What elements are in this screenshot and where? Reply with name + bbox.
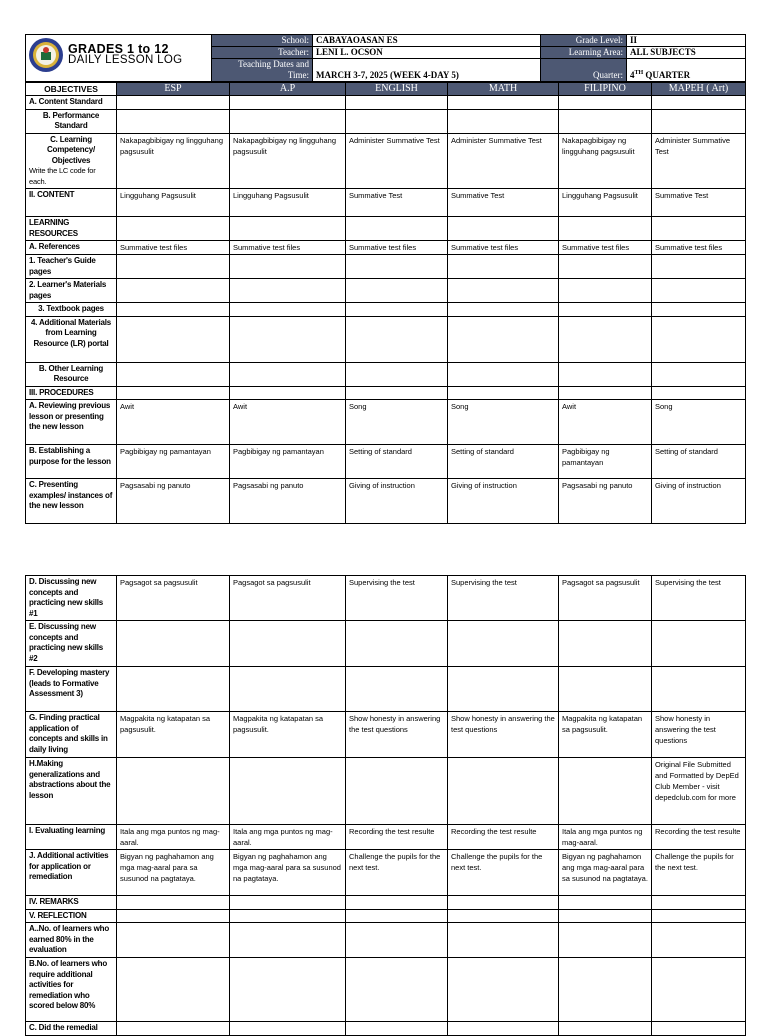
page-2 <box>25 575 745 1036</box>
table-cell <box>346 923 448 958</box>
table-cell: Pagsasabi ng panuto <box>559 479 652 524</box>
table-cell: Challenge the pupils for the next test. <box>652 850 746 896</box>
table-cell: Supervising the test <box>448 576 559 621</box>
table-cell <box>652 279 746 303</box>
page-1-rows <box>26 96 746 524</box>
table-cell: Lingguhang Pagsusulit <box>230 189 346 217</box>
table-cell <box>652 386 746 400</box>
row-label: V. REFLECTION <box>26 909 117 923</box>
table-cell <box>448 923 559 958</box>
table-cell: Recording the test resulte <box>346 825 448 850</box>
table-cell <box>559 758 652 825</box>
table-cell <box>230 923 346 958</box>
row-label: C. Did the remedial <box>26 1022 117 1036</box>
table-cell <box>559 896 652 910</box>
deped-seal-icon <box>28 37 64 73</box>
table-cell: Setting of standard <box>346 445 448 479</box>
row-label: 3. Textbook pages <box>26 303 117 317</box>
row-label: B. Establishing a purpose for the lesson <box>26 445 117 479</box>
table-cell <box>230 316 346 362</box>
form-subtitle: DAILY LESSON LOG <box>68 54 183 66</box>
table-cell: Administer Summative Test <box>448 133 559 189</box>
table-cell <box>448 667 559 712</box>
table-row <box>26 96 746 110</box>
table-cell <box>448 896 559 910</box>
table-cell: Nakapagbibigay ng lingguhang pagsusulit <box>117 133 230 189</box>
table-cell: Song <box>448 400 559 445</box>
table-cell <box>559 217 652 241</box>
table-cell <box>230 896 346 910</box>
table-cell <box>117 386 230 400</box>
table-cell <box>346 109 448 133</box>
row-label: 4. Additional Materials from Learning Resource (LR) portal <box>26 316 117 362</box>
table-cell <box>117 958 230 1022</box>
table-cell <box>117 667 230 712</box>
table-row <box>26 958 746 1022</box>
table-row <box>26 850 746 896</box>
table-cell: Pagbibigay ng pamantayan <box>117 445 230 479</box>
table-cell <box>346 958 448 1022</box>
row-label: II. CONTENT <box>26 189 117 217</box>
table-cell <box>230 758 346 825</box>
table-cell: Summative Test <box>346 189 448 217</box>
table-cell <box>230 279 346 303</box>
table-cell: Supervising the test <box>346 576 448 621</box>
table-row <box>26 400 746 445</box>
table-cell: Itala ang mga puntos ng mag-aaral. <box>559 825 652 850</box>
page-1 <box>25 34 745 524</box>
table-cell <box>559 255 652 279</box>
table-cell: Summative Test <box>448 189 559 217</box>
table-cell: Summative test files <box>559 241 652 255</box>
table-cell: Summative test files <box>117 241 230 255</box>
row-label: I. Evaluating learning <box>26 825 117 850</box>
row-label: A. Reviewing previous lesson or presenting the new lesson <box>26 400 117 445</box>
learning-area-value: ALL SUBJECTS <box>627 47 746 59</box>
table-cell: Recording the test resulte <box>652 825 746 850</box>
quarter-label: Quarter: <box>541 59 627 82</box>
table-cell: Pagsagot sa pagsusulit <box>230 576 346 621</box>
row-label: III. PROCEDURES <box>26 386 117 400</box>
table-cell: Summative test files <box>448 241 559 255</box>
table-cell <box>559 958 652 1022</box>
lesson-table-page-2 <box>25 575 746 1036</box>
table-cell <box>448 255 559 279</box>
table-cell <box>652 96 746 110</box>
table-cell <box>559 909 652 923</box>
table-cell: Magpakita ng katapatan sa pagsusulit. <box>117 712 230 758</box>
table-cell <box>117 109 230 133</box>
column-header-english: ENGLISH <box>346 83 448 96</box>
row-label: F. Developing mastery (leads to Formative Assessment 3) <box>26 667 117 712</box>
school-value: CABAYAOASAN ES <box>313 35 541 47</box>
table-cell: Pagbibigay ng pamantayan <box>230 445 346 479</box>
table-cell: Supervising the test <box>652 576 746 621</box>
table-cell: Original File Submitted and Formatted by DepEd Club Member - visit depedclub.com for more <box>652 758 746 825</box>
table-cell <box>230 109 346 133</box>
row-label: A. References <box>26 241 117 255</box>
table-cell: Pagsasabi ng panuto <box>117 479 230 524</box>
table-cell <box>652 958 746 1022</box>
table-cell <box>117 96 230 110</box>
learning-area-label: Learning Area: <box>541 47 627 59</box>
table-row <box>26 255 746 279</box>
table-cell: Summative test files <box>230 241 346 255</box>
table-cell <box>346 362 448 386</box>
table-cell: Awit <box>230 400 346 445</box>
table-row <box>26 825 746 850</box>
table-cell <box>230 386 346 400</box>
table-cell: Itala ang mga puntos ng mag-aaral. <box>117 825 230 850</box>
table-row <box>26 241 746 255</box>
table-cell: Song <box>346 400 448 445</box>
row-label: E. Discussing new concepts and practicing new skills #2 <box>26 621 117 667</box>
table-cell: Summative test files <box>346 241 448 255</box>
table-cell <box>117 923 230 958</box>
row-label: A. Content Standard <box>26 96 117 110</box>
row-label: LEARNING RESOURCES <box>26 217 117 241</box>
table-cell: Setting of standard <box>652 445 746 479</box>
table-row <box>26 896 746 910</box>
table-cell: Administer Summative Test <box>346 133 448 189</box>
table-cell <box>117 316 230 362</box>
table-cell <box>652 316 746 362</box>
table-cell: Administer Summative Test <box>652 133 746 189</box>
row-label: C. Learning Competency/ Objectives Write the LC code for each. <box>26 133 117 189</box>
table-row <box>26 189 746 217</box>
column-header-math: MATH <box>448 83 559 96</box>
table-cell <box>117 362 230 386</box>
table-cell <box>230 96 346 110</box>
table-cell <box>448 279 559 303</box>
table-row <box>26 479 746 524</box>
table-cell <box>346 386 448 400</box>
table-cell <box>230 303 346 317</box>
table-cell: Show honesty in answering the test questions <box>448 712 559 758</box>
grade-value: II <box>627 35 746 47</box>
row-label: B. Other Learning Resource <box>26 362 117 386</box>
row-label: B. Performance Standard <box>26 109 117 133</box>
table-cell <box>230 958 346 1022</box>
row-label: IV. REMARKS <box>26 896 117 910</box>
column-header-filipino: FILIPINO <box>559 83 652 96</box>
table-cell: Pagsagot sa pagsusulit <box>559 576 652 621</box>
table-cell <box>230 667 346 712</box>
table-cell: Pagsagot sa pagsusulit <box>117 576 230 621</box>
table-row <box>26 758 746 825</box>
table-cell <box>230 909 346 923</box>
table-row <box>26 303 746 317</box>
objectives-header: OBJECTIVES <box>26 83 117 96</box>
table-cell <box>559 96 652 110</box>
table-cell <box>230 217 346 241</box>
table-cell <box>559 386 652 400</box>
table-cell <box>346 96 448 110</box>
table-row <box>26 217 746 241</box>
row-label: B.No. of learners who require additional activities for remediation who scored below 80% <box>26 958 117 1022</box>
form-title: GRADES 1 to 12 <box>68 42 169 56</box>
table-cell: Bigyan ng paghahamon ang mga mag-aaral para sa susunod na pagtataya. <box>117 850 230 896</box>
table-cell <box>559 303 652 317</box>
table-cell <box>559 923 652 958</box>
table-row <box>26 621 746 667</box>
table-cell: Giving of instruction <box>346 479 448 524</box>
table-cell <box>346 909 448 923</box>
table-cell <box>230 362 346 386</box>
table-cell: Giving of instruction <box>448 479 559 524</box>
table-cell <box>117 303 230 317</box>
table-cell <box>346 316 448 362</box>
table-cell <box>652 667 746 712</box>
row-label: D. Discussing new concepts and practicing new skills #1 <box>26 576 117 621</box>
table-cell <box>448 621 559 667</box>
table-cell <box>117 279 230 303</box>
table-cell <box>448 362 559 386</box>
school-label: School: <box>212 35 313 47</box>
table-row <box>26 386 746 400</box>
table-cell: Lingguhang Pagsusulit <box>117 189 230 217</box>
quarter-value: 4TH QUARTER <box>627 59 746 82</box>
table-row <box>26 279 746 303</box>
table-cell: Pagbibigay ng pamantayan <box>559 445 652 479</box>
table-cell: Bigyan ng paghahamon ang mga mag-aaral para sa susunod na pagtataya. <box>559 850 652 896</box>
table-cell: Awit <box>559 400 652 445</box>
table-cell: Bigyan ng paghahamon ang mga mag-aaral para sa susunod na pagtataya. <box>230 850 346 896</box>
table-cell <box>448 316 559 362</box>
table-cell <box>346 896 448 910</box>
row-label: H.Making generalizations and abstractions about the lesson <box>26 758 117 825</box>
table-cell <box>652 303 746 317</box>
table-cell <box>346 255 448 279</box>
row-label: G. Finding practical application of concepts and skills in daily living <box>26 712 117 758</box>
column-header-mapeh: MAPEH ( Art) <box>652 83 746 96</box>
row-label: 2. Learner's Materials pages <box>26 279 117 303</box>
table-cell <box>559 621 652 667</box>
table-cell <box>448 217 559 241</box>
table-row <box>26 667 746 712</box>
table-row <box>26 133 746 189</box>
dates-label: Teaching Dates and Time: <box>212 59 313 82</box>
table-cell <box>652 923 746 958</box>
column-header-ap: A.P <box>230 83 346 96</box>
table-cell <box>559 109 652 133</box>
row-label: J. Additional activities for application or remediation <box>26 850 117 896</box>
table-cell: Summative Test <box>652 189 746 217</box>
table-cell <box>652 896 746 910</box>
table-row <box>26 109 746 133</box>
table-row <box>26 445 746 479</box>
teacher-label: Teacher: <box>212 47 313 59</box>
table-cell: Giving of instruction <box>652 479 746 524</box>
table-row <box>26 923 746 958</box>
table-cell <box>117 896 230 910</box>
table-cell: Awit <box>117 400 230 445</box>
table-cell <box>652 621 746 667</box>
row-label: 1. Teacher's Guide pages <box>26 255 117 279</box>
column-header-esp: ESP <box>117 83 230 96</box>
table-cell: Challenge the pupils for the next test. <box>448 850 559 896</box>
row-label: C. Presenting examples/ instances of the new lesson <box>26 479 117 524</box>
table-cell <box>346 758 448 825</box>
lesson-log-header <box>25 34 746 82</box>
table-cell <box>448 96 559 110</box>
table-cell <box>346 667 448 712</box>
table-cell <box>448 109 559 133</box>
table-row <box>26 362 746 386</box>
table-cell <box>117 621 230 667</box>
lesson-table-page-1 <box>25 82 746 524</box>
table-cell <box>559 279 652 303</box>
table-cell <box>346 621 448 667</box>
table-cell <box>117 758 230 825</box>
table-cell <box>559 316 652 362</box>
grade-label: Grade Level: <box>541 35 627 47</box>
table-cell: Summative test files <box>652 241 746 255</box>
table-cell <box>117 255 230 279</box>
table-cell <box>346 279 448 303</box>
table-cell: Show honesty in answering the test questions <box>346 712 448 758</box>
table-cell <box>230 255 346 279</box>
table-row <box>26 712 746 758</box>
table-cell <box>652 255 746 279</box>
table-row <box>26 576 746 621</box>
table-cell <box>448 386 559 400</box>
table-cell: Pagsasabi ng panuto <box>230 479 346 524</box>
row-label: A..No. of learners who earned 80% in the evaluation <box>26 923 117 958</box>
table-cell <box>448 958 559 1022</box>
teacher-value: LENI L. OCSON <box>313 47 541 59</box>
table-cell: Setting of standard <box>448 445 559 479</box>
table-cell: Song <box>652 400 746 445</box>
page-2-rows <box>26 576 746 1036</box>
table-cell <box>559 362 652 386</box>
table-cell <box>230 621 346 667</box>
dates-value: MARCH 3-7, 2025 (WEEK 4-DAY 5) <box>313 59 541 82</box>
table-cell: Nakapagbibigay ng lingguhang pagsusulit <box>230 133 346 189</box>
table-cell: Challenge the pupils for the next test. <box>346 850 448 896</box>
table-cell: Magpakita ng katapatan sa pagsusulit. <box>559 712 652 758</box>
table-cell <box>652 909 746 923</box>
table-cell <box>117 909 230 923</box>
table-row <box>26 316 746 362</box>
table-cell <box>346 217 448 241</box>
table-cell <box>448 909 559 923</box>
table-cell: Nakapagbibigay ng lingguhang pagsusulit <box>559 133 652 189</box>
title-block <box>26 35 212 82</box>
table-cell: Magpakita ng katapatan sa pagsusulit. <box>230 712 346 758</box>
table-cell <box>652 362 746 386</box>
table-row <box>26 909 746 923</box>
table-cell <box>559 667 652 712</box>
table-cell <box>448 303 559 317</box>
table-cell <box>448 758 559 825</box>
table-cell: Show honesty in answering the test questions <box>652 712 746 758</box>
table-cell: Itala ang mga puntos ng mag-aaral. <box>230 825 346 850</box>
table-cell <box>346 303 448 317</box>
table-cell <box>652 217 746 241</box>
table-cell <box>117 217 230 241</box>
table-cell <box>652 109 746 133</box>
row-note: Write the LC code for each. <box>29 166 96 186</box>
table-cell: Lingguhang Pagsusulit <box>559 189 652 217</box>
table-cell: Recording the test resulte <box>448 825 559 850</box>
